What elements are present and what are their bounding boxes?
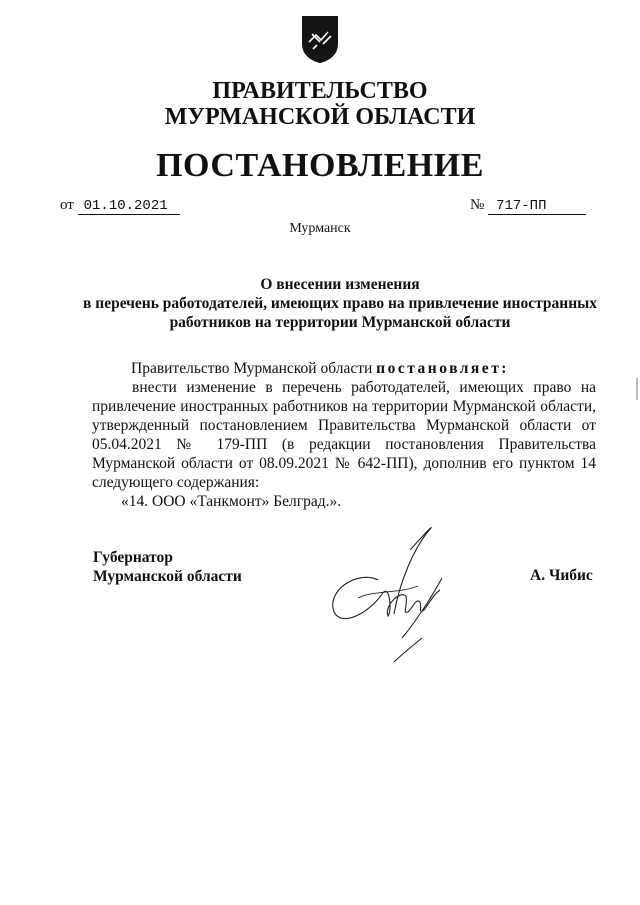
signer-name: А. Чибис	[530, 567, 593, 584]
subject-line1: О внесении изменения	[260, 276, 420, 293]
document-date: 01.10.2021	[78, 199, 180, 215]
signatory-position	[93, 548, 242, 586]
document-number: 717-ПП	[488, 199, 586, 215]
document-subject	[80, 275, 600, 332]
document-type-title: ПОСТАНОВЛЕНИЕ	[156, 147, 484, 184]
subject-line2: в перечень работодателей, имеющих право на привлечение иностранных	[83, 295, 597, 312]
date-block	[60, 197, 180, 215]
subject-line3: работников на территории Мурманской области	[169, 314, 511, 331]
city-name: Мурманск	[289, 221, 351, 236]
organization-name-line1: ПРАВИТЕЛЬСТВО	[212, 78, 428, 104]
organization-name-line2: МУРМАНСКОЙ ОБЛАСТИ	[164, 104, 476, 130]
position-line2: Мурманской области	[93, 568, 242, 585]
date-prefix: от	[60, 197, 74, 213]
number-prefix: №	[470, 197, 485, 213]
number-block	[470, 197, 586, 215]
body-paragraph: внести изменение в перечень работодателей, имеющих право на привлечение иностранных работников на территории Мурманской области, утвержденный постановлением Правительства Мурманской области от 05.04.2021 № 179-ПП (в редакции постановления Правительства Мурманской области от 08.09.2021 № 642-ПП), дополнив его пунктом 14 следующего содержания:	[92, 379, 596, 491]
decree-lead: Правительство Мурманской области	[131, 360, 373, 377]
decree-verb: постановляет:	[376, 360, 509, 377]
scan-edge-mark	[636, 378, 638, 400]
position-line1: Губернатор	[93, 549, 173, 566]
decree-sentence	[131, 359, 509, 378]
coat-of-arms-icon	[299, 14, 341, 64]
list-item-14: «14. ООО «Танкмонт» Белград.».	[121, 493, 342, 510]
handwritten-signature	[318, 520, 468, 670]
